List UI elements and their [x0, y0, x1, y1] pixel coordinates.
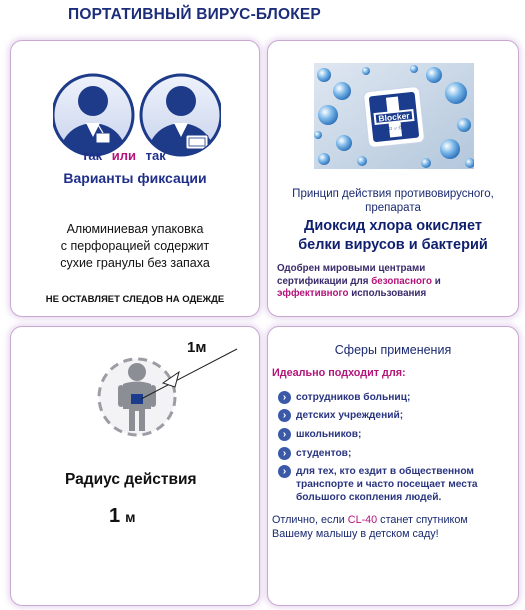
radius-value: 1 м — [109, 505, 136, 527]
chevron-right-icon: › — [278, 409, 291, 422]
chevron-right-icon: › — [278, 391, 291, 404]
applications-card — [267, 326, 519, 606]
radius-illustration — [91, 339, 241, 454]
option-right-label: так — [145, 148, 166, 163]
fixation-heading: Варианты фиксации — [63, 170, 207, 186]
certification-note: Одобрен мировыми центрами сертификации для безопасного и эффективного использования — [277, 263, 441, 299]
fixation-card — [10, 40, 260, 317]
list-item: › студентов; — [278, 447, 510, 460]
principle-caption: Принцип действия противовирусного, препарата — [292, 188, 494, 214]
list-item: › школьников; — [278, 428, 510, 441]
principle-card — [267, 40, 519, 317]
ideal-for-label: Идеально подходит для: — [272, 367, 406, 379]
option-left-label: так — [82, 148, 103, 163]
list-item: › сотрудников больниц; — [278, 391, 510, 404]
model-name: CL-40 — [347, 514, 378, 526]
radius-card — [10, 326, 260, 606]
option-or-label: или — [111, 148, 136, 163]
list-item: › детских учреждений; — [278, 409, 510, 422]
blocker-logo-subtext: ブロッカー — [382, 124, 408, 134]
radius-heading: Радиус действия — [65, 471, 197, 488]
list-item: › для тех, кто ездит в общественном транспорте и часто посещает места большого скопления людей. — [278, 465, 510, 504]
chevron-right-icon: › — [278, 447, 291, 460]
applications-heading: Сферы применения — [334, 343, 452, 357]
package-description: Алюминиевая упаковка с перфорацией содержит сухие гранулы без запаха — [60, 222, 210, 270]
chlorine-dioxide-headline: Диоксид хлора окисляет белки вирусов и бактерий — [298, 218, 488, 253]
no-marks-note: НЕ ОСТАВЛЯЕТ СЛЕДОВ НА ОДЕЖДЕ — [45, 294, 225, 305]
blocker-logo-text: Blocker — [377, 110, 411, 124]
blocker-bubbles-image — [314, 63, 474, 169]
chevron-right-icon: › — [278, 428, 291, 441]
distance-label: 1м — [187, 339, 207, 356]
chevron-right-icon: › — [278, 465, 291, 478]
page-title: ПОРТАТИВНЫЙ ВИРУС-БЛОКЕР — [68, 6, 321, 23]
kindergarten-note: Отлично, если CL-40 станет спутником Вашему малышу в детском саду! — [272, 514, 468, 540]
